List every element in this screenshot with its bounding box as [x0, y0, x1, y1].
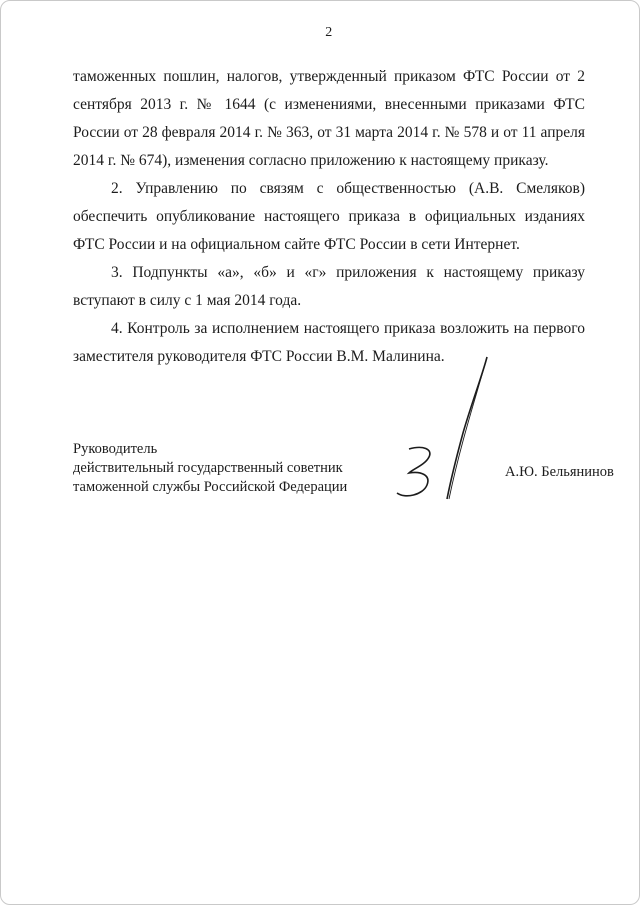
- signer-name: А.Ю. Бельянинов: [505, 463, 614, 480]
- page-number: 2: [325, 25, 333, 40]
- signer-title-line: Руководитель: [73, 440, 158, 457]
- body-paragraph: таможенных пошлин, налогов, утвержденный приказом ФТС России от 2 сентября 2013 г. № 1644 (с изменениями, внесенными приказами ФТС России от 28 февраля 2014 г. № 363, от 31 марта 2014 г. № 578 и от 11 апреля 2014 г. № 674), изменения согласно приложению к настоящему приказу.: [73, 68, 585, 169]
- body-paragraph: 2. Управлению по связям с общественностью (А.В. Смеляков) обеспечить опубликование настоящего приказа в официальных изданиях ФТС России и на официальном сайте ФТС России в сети Интернет.: [73, 180, 585, 253]
- document-body: [73, 63, 585, 371]
- signer-title: [73, 440, 365, 497]
- signer-title-line: действительный государственный советник: [73, 459, 343, 476]
- signer-title-line: таможенной службы Российской Федерации: [73, 478, 348, 495]
- body-paragraph: 3. Подпункты «а», «б» и «г» приложения к настоящему приказу вступают в силу с 1 мая 2014 года.: [73, 264, 585, 309]
- signature-block: [73, 433, 614, 503]
- handwritten-signature-icon: [375, 353, 505, 503]
- body-paragraph: 4. Контроль за исполнением настоящего приказа возложить на первого заместителя руководителя ФТС России В.М. Малинина.: [73, 320, 585, 365]
